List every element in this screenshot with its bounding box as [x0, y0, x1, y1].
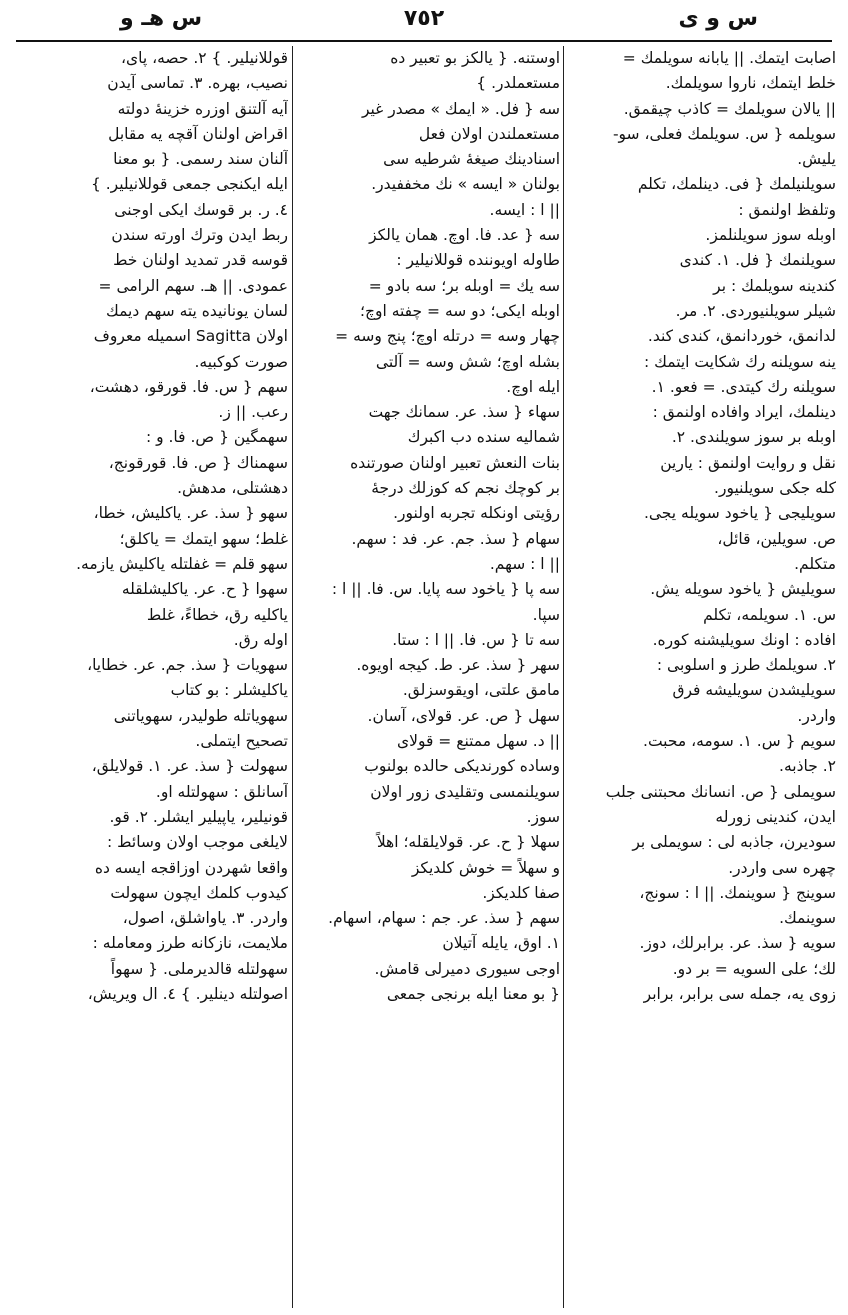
text-line: سپا.: [532, 605, 560, 624]
header-left-letters: س هـ و: [120, 6, 203, 31]
text-line: رؤیتی اونكله تجربه اولنور.: [393, 504, 560, 523]
text-line: آلنان سند رسمی. { بو معنا: [113, 150, 288, 169]
column-right: [570, 46, 836, 1308]
text-line: اولان Sagitta اسمیله معروف: [93, 327, 288, 346]
text-line: ص. سویلین، قائل،: [717, 529, 836, 548]
text-line: سویلیشدن سویلیشه فرق: [672, 681, 836, 700]
text-line: سهولتله قالدیرملی. { سهواً: [110, 959, 288, 978]
text-line: اصابت ایتمك. || یابانه سویلمك =: [622, 49, 836, 67]
text-line: سه تا { س. فا. || ا : ستا.: [392, 630, 560, 649]
text-line: یلیش.: [797, 150, 836, 169]
text-line: اوجی سیوری دمیرلی قامش.: [374, 959, 560, 978]
column-divider-left: [292, 46, 293, 1308]
text-line: آسانلق : سهولتله او.: [155, 782, 288, 801]
text-line: صورت كوكبیه.: [194, 352, 288, 371]
text-line: رعب. || ز.: [218, 403, 288, 422]
text-line: ٤. ر. بر قوسك ایكی اوجنی: [114, 200, 288, 219]
text-line: مستعملندن اولان فعل: [418, 124, 560, 143]
text-line: لایلغی موجب اولان وسائط :: [107, 833, 288, 852]
text-line: سویلنمك { فل. ١. كندی: [679, 251, 836, 270]
column-divider-right: [563, 46, 564, 1308]
text-line: چهار وسه = درتله اوچ؛ پنج وسه =: [335, 327, 560, 346]
text-line: یاكلیه رق، خطاءً، غلط: [146, 605, 288, 624]
text-line: سویلنه رك كیتدی. = فعو. ١.: [651, 377, 836, 396]
text-line: خلط ایتمك، ناروا سویلمك.: [665, 74, 836, 93]
text-line: سه پا { یاخود سه پایا. س. فا. || ا :: [331, 580, 560, 599]
text-line: سویلمه { س. سویلمك فعلی، سو-: [612, 124, 836, 143]
text-line: اصولتله دینلیر. } ٤. ال ویریش،: [87, 984, 288, 1003]
text-line: ٢. جاذبه.: [779, 757, 836, 776]
text-line: سویه { سذ. عر. برابرلك، دوز.: [639, 934, 836, 953]
text-line: ایدن، كندینی زورله: [715, 807, 836, 826]
text-line: وساده كورندیكی حالده بولنوب: [364, 757, 560, 776]
text-line: سویلیجی { یاخود سویله یجی.: [643, 504, 836, 523]
text-line: كیدوب كلمك ایچون سهولت: [110, 883, 288, 902]
text-line: سهویاتله طولیدر، سهویاتنی: [113, 706, 288, 725]
text-line: سهمگین { ص. فا. و :: [145, 428, 288, 447]
text-line: ١. اوق، یایله آتیلان: [442, 934, 560, 953]
text-line: || ا : ایسه.: [489, 200, 560, 219]
text-line: واقعا شهردن اوزاقجه ایسه ده: [94, 858, 288, 877]
text-line: سهم { س. فا. قورقو، دهشت،: [89, 377, 288, 396]
text-line: قوللانیلیر. } ٢. حصه، پای،: [120, 49, 288, 67]
text-line: سهام { سذ. جم. عر. فد : سهم.: [351, 529, 560, 548]
text-line: سویلنمسی وتقلیدی زور اولان: [370, 782, 560, 801]
header-rule: [16, 40, 832, 42]
text-line: سویم { س. ١. سومه، محبت.: [643, 732, 836, 751]
text-line: متكلم.: [794, 554, 836, 573]
text-line: ایله اوچ.: [506, 377, 560, 396]
text-line: سهر { سذ. عر. ط. كیجه اویوه.: [356, 656, 560, 675]
column-left: [18, 46, 288, 1308]
text-line: سهمناك { ص. فا. قورقونج،: [108, 453, 288, 472]
text-line: لدانمق، خوردانمق، كندی كند.: [647, 327, 836, 346]
text-line: ملایمت، نازكانه طرز ومعامله :: [92, 934, 288, 953]
text-line: سویلنیلمك { فی. دینلمك، تكلم: [637, 175, 836, 194]
text-line: بولنان « ایسه » نك مخففیدر.: [371, 175, 560, 194]
text-line: سهوا { ح. عر. یاكلیشلقله: [121, 580, 288, 599]
text-line: كله جكی سویلنیور.: [714, 479, 836, 498]
text-line: ایله ایكنجی جمعی قوللانیلیر. }: [90, 175, 288, 194]
page-number: ٧٥٢: [403, 6, 445, 31]
text-line: بر كوچك نجم كه كوزلك درجهٔ: [371, 479, 560, 498]
text-line: || ا : سهم.: [489, 554, 560, 573]
text-line: قوسه قدر تمدید اولنان خط: [113, 251, 288, 270]
text-line: واردر.: [797, 706, 836, 725]
text-line: نقل و روایت اولنمق : یارین: [660, 453, 836, 472]
text-line: كندینه سویلمك : بر: [713, 276, 836, 295]
text-line: اوبله ایكی؛ دو سه = چفته اوچ؛: [360, 301, 560, 320]
text-line: شیلر سویلنیوردی. ٢. مر.: [675, 301, 836, 320]
text-line: سهویات { سذ. جم. عر. خطایا،: [87, 656, 288, 675]
text-line: اوستنه. { یالكز بو تعبیر ده: [390, 49, 560, 67]
text-line: افاده : اونك سویلیشنه كوره.: [652, 630, 836, 649]
text-line: سه { عد. فا. اوچ. همان یالكز: [369, 226, 560, 245]
text-line: ٢. سویلمك طرز و اسلوبی :: [656, 656, 836, 675]
text-line: سه یك = اوبله بر؛ سه بادو =: [368, 276, 560, 295]
text-line: صفا كلدیكز.: [482, 883, 560, 902]
text-line: تصحیح ایتملی.: [195, 732, 288, 751]
column-middle: [298, 46, 560, 1308]
text-line: { بو معنا ایله برنجی جمعی: [386, 984, 560, 1003]
text-line: سه { فل. « ایمك » مصدر غیر: [361, 99, 560, 118]
text-line: لك؛ علی السویه = بر دو.: [672, 959, 836, 978]
text-line: غلط؛ سهو ایتمك = یاكلق؛: [119, 529, 288, 548]
text-line: || یالان سویلمك = كاذب چیقمق.: [623, 99, 836, 118]
text-line: سهم { سذ. عر. جم : سهام، اسهام.: [328, 909, 560, 928]
text-line: سهل { ص. عر. قولای، آسان.: [367, 706, 560, 725]
text-line: چهره سی واردر.: [728, 858, 836, 877]
text-line: سویملی { ص. انسانك محبتنی جلب: [605, 782, 836, 801]
page-header: [20, 6, 828, 40]
text-line: سهولت { سذ. عر. ١. قولایلق،: [91, 757, 288, 776]
text-line: واردر. ٣. یاواشلق، اصول،: [122, 909, 288, 928]
text-line: زوی یه، جمله سی برابر، برابر: [643, 984, 836, 1003]
text-line: سودیرن، جاذبه لی : سویملی بر: [632, 833, 836, 852]
text-line: بنات النعش تعبیر اولنان صورتنده: [350, 453, 560, 472]
text-line: و سهلاً = خوش كلدیكز: [411, 858, 560, 877]
text-line: یاكلیشلر : بو كتاب: [170, 681, 288, 700]
text-line: اقراض اولنان آقچه یه مقابل: [108, 124, 288, 143]
text-line: مستعملدر. }: [476, 74, 560, 93]
text-line: ینه سویلنه رك شكایت ایتمك :: [644, 352, 836, 371]
text-line: اوله رق.: [233, 630, 288, 649]
text-line: شمالیه سنده دب اكبرك: [407, 428, 560, 447]
text-line: سهو { سذ. عر. یاكلیش، خطا،: [93, 504, 288, 523]
text-line: قونیلیر، یاپیلیر ایشلر. ٢. قو.: [109, 807, 288, 826]
text-line: س. ١. سویلمه، تكلم: [703, 605, 836, 624]
text-line: بشله اوچ؛ شش وسه = آلتی: [375, 352, 560, 371]
header-right-letters: س و ی: [678, 6, 758, 31]
text-line: لسان یونانیده یته سهم دیمك: [106, 301, 288, 320]
text-line: || د. سهل ممتنع = قولای: [396, 732, 560, 751]
text-line: نصیب، بهره. ٣. تماسی آیدن: [107, 74, 288, 93]
text-line: سویلیش { یاخود سویله یش.: [650, 580, 836, 599]
text-line: اسنادینك صیغهٔ شرطیه سی: [383, 150, 560, 169]
text-line: سوز.: [526, 807, 560, 826]
text-line: عمودی. || هـ. سهم الرامی =: [98, 276, 288, 295]
text-line: سهو قلم = غفلتله یاكلیش یازمه.: [76, 554, 288, 573]
text-line: اوبله بر سوز سویلندی. ٢.: [671, 428, 836, 447]
text-line: آیه آلتنق اوزره خزینهٔ دولته: [117, 99, 288, 118]
text-line: دینلمك، ایراد وافاده اولنمق :: [652, 403, 836, 422]
text-line: سوینمك.: [779, 909, 836, 928]
text-line: سهلا { ح. عر. قولایلقله؛ اهلاً: [376, 833, 560, 852]
text-line: ربط ایدن وترك اورته سندن: [111, 226, 288, 245]
text-line: اوبله سوز سویلنلمز.: [705, 226, 836, 245]
text-line: مامق علتی، اویقوسزلق.: [402, 681, 560, 700]
text-line: سوینج { سوینمك. || ا : سونج،: [639, 883, 836, 902]
text-line: طاوله اویوننده قوللانیلیر :: [396, 251, 560, 270]
text-line: وتلفظ اولنمق :: [738, 200, 836, 219]
text-line: سهاء { سذ. عر. سمانك جهت: [368, 403, 560, 422]
text-line: دهشتلی، مدهش.: [177, 479, 288, 498]
